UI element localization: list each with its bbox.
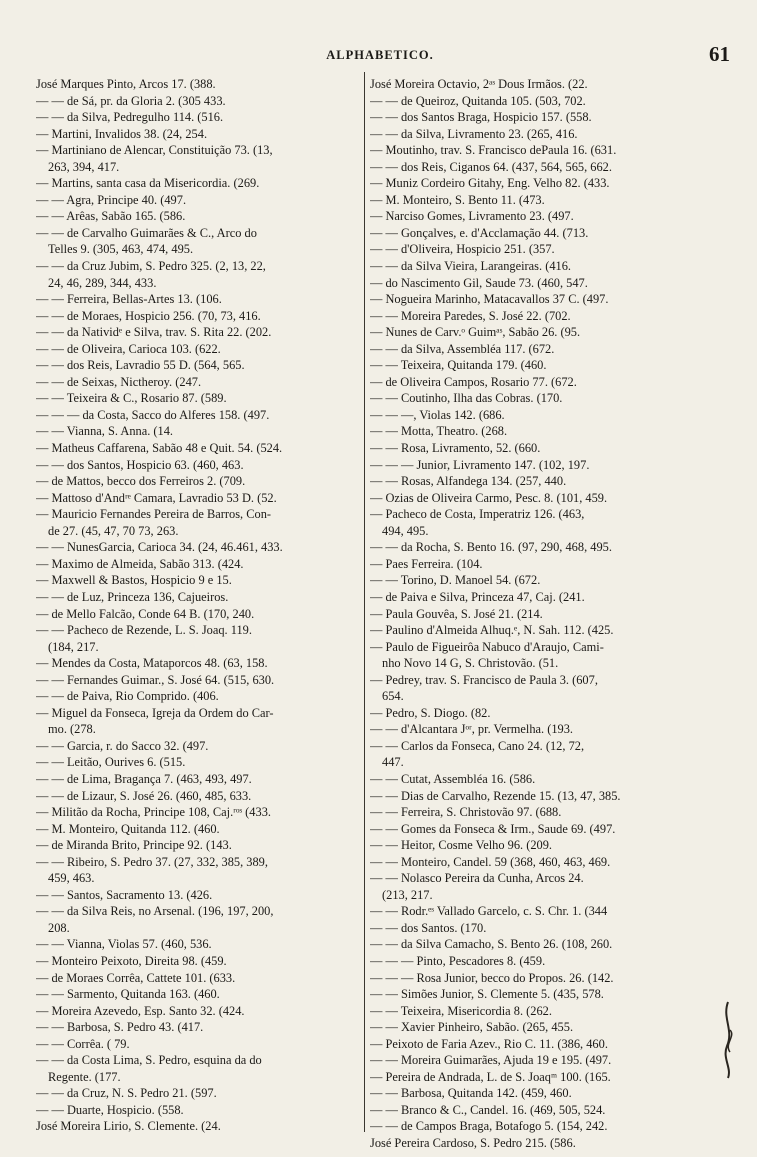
directory-entry: — — da Cruz Jubim, S. Pedro 325. (2, 13, 22, bbox=[36, 259, 266, 274]
directory-entry: — Pacheco de Costa, Imperatriz 126. (463, bbox=[370, 507, 585, 522]
directory-entry: — Mattoso d'Andʳᵉ Camara, Lavradio 53 D. (52. bbox=[36, 490, 277, 505]
directory-entry: — — — da Costa, Sacco do Alferes 158. (497. bbox=[36, 407, 270, 422]
directory-entry: — — Santos, Sacramento 13. (426. bbox=[36, 887, 213, 902]
directory-entry: — — Vianna, Violas 57. (460, 536. bbox=[36, 937, 212, 952]
entry-continuation: nho Novo 14 G, S. Christovão. (51. bbox=[382, 656, 559, 671]
directory-entry: — — — Rosa Junior, becco do Propos. 26. (142. bbox=[370, 970, 614, 985]
directory-entry: — — de Seixas, Nictheroy. (247. bbox=[36, 374, 202, 389]
entry-continuation: mo. (278. bbox=[48, 722, 96, 737]
directory-entry: José Moreira Octavio, 2ᵃˢ Dous Irmãos. (22. bbox=[370, 77, 588, 91]
directory-entry: — Mendes da Costa, Mataporcos 48. (63, 158. bbox=[36, 656, 268, 671]
directory-entry: — — Cutat, Assembléa 16. (586. bbox=[370, 771, 536, 786]
directory-entry: — — de Carvalho Guimarães & C., Arco do bbox=[36, 225, 257, 240]
entry-continuation: 459, 463. bbox=[48, 871, 95, 886]
directory-entry: — — de Campos Braga, Botafogo 5. (154, 242. bbox=[370, 1119, 608, 1134]
directory-entry: — — dos Santos Braga, Hospicio 157. (558. bbox=[370, 110, 592, 125]
entry-continuation: de 27. (45, 47, 70 73, 263. bbox=[48, 523, 179, 538]
directory-entry: — — de Lima, Bragança 7. (463, 493, 497. bbox=[36, 771, 252, 786]
directory-entry: — Peixoto de Faria Azev., Rio C. 11. (386, 460. bbox=[370, 1036, 608, 1051]
directory-entry: — Pedro, S. Diogo. (82. bbox=[370, 705, 491, 720]
directory-entry: — — Arêas, Sabão 165. (586. bbox=[36, 209, 186, 224]
directory-entry: — — da Silva Reis, no Arsenal. (196, 197, 200, bbox=[36, 904, 274, 919]
directory-entry: — — —, Violas 142. (686. bbox=[370, 407, 505, 422]
directory-entry: — — de Lizaur, S. José 26. (460, 485, 633. bbox=[36, 788, 252, 803]
directory-entry: — — Ribeiro, S. Pedro 37. (27, 332, 385, 389, bbox=[36, 854, 268, 869]
directory-entry: — de Paiva e Silva, Princeza 47, Caj. (241. bbox=[370, 589, 585, 604]
directory-entry: — — Teixeira, Misericordia 8. (262. bbox=[370, 1003, 552, 1018]
directory-entry: — Martins, santa casa da Misericordia. (269. bbox=[36, 176, 260, 191]
directory-entry: — Matheus Caffarena, Sabão 48 e Quit. 54. (524. bbox=[36, 441, 283, 456]
directory-entry: — — Rodr.ᵉˢ Vallado Garcelo, c. S. Chr. 1. (344 bbox=[370, 904, 608, 919]
directory-entry: — Ozias de Oliveira Carmo, Pesc. 8. (101, 459. bbox=[370, 490, 608, 505]
entry-continuation: 208. bbox=[48, 920, 70, 935]
directory-entry: — — Teixeira & C., Rosario 87. (589. bbox=[36, 391, 227, 406]
directory-entry: — — Coutinho, Ilha das Cobras. (170. bbox=[370, 391, 563, 406]
directory-entry: José Pereira Cardoso, S. Pedro 215. (586. bbox=[370, 1136, 576, 1150]
ink-mark-icon bbox=[718, 1000, 738, 1080]
running-title: ALPHABETICO. bbox=[326, 48, 434, 62]
directory-entry: — — Fernandes Guimar., S. José 64. (515, 630. bbox=[36, 672, 275, 687]
directory-entry: — — Garcia, r. do Sacco 32. (497. bbox=[36, 738, 209, 753]
directory-entry: — — Monteiro, Candel. 59 (368, 460, 463, 469. bbox=[370, 854, 611, 869]
directory-entry: — — Xavier Pinheiro, Sabão. (265, 455. bbox=[370, 1020, 574, 1035]
directory-entry: — Militão da Rocha, Principe 108, Caj.ʳᵒˢ (433. bbox=[36, 805, 271, 820]
directory-entry: — — Pacheco de Rezende, L. S. Joaq. 119. bbox=[36, 623, 252, 638]
directory-entry: — Maxwell & Bastos, Hospicio 9 e 15. bbox=[36, 573, 232, 588]
entry-continuation: 654. bbox=[382, 689, 404, 704]
entry-continuation: Regente. (177. bbox=[48, 1069, 121, 1084]
entry-continuation: (184, 217. bbox=[48, 639, 99, 654]
directory-entry: — — Nolasco Pereira da Cunha, Arcos 24. bbox=[370, 871, 584, 886]
directory-entry: — — Moreira Guimarães, Ajuda 19 e 195. (497. bbox=[370, 1053, 612, 1068]
directory-entry: — — da Silva, Assembléa 117. (672. bbox=[370, 341, 555, 356]
directory-entry: — — dos Reis, Lavradio 55 D. (564, 565. bbox=[36, 358, 245, 373]
directory-entry: — — dos Santos, Hospicio 63. (460, 463. bbox=[36, 457, 244, 472]
directory-entry: — — d'Alcantara Jᵒʳ, pr. Vermelha. (193. bbox=[370, 722, 574, 737]
directory-entry: — Paula Gouvêa, S. José 21. (214. bbox=[370, 606, 543, 621]
directory-entry: José Marques Pinto, Arcos 17. (388. bbox=[36, 77, 216, 91]
directory-entry: — — Motta, Theatro. (268. bbox=[370, 424, 508, 439]
directory-entry: — M. Monteiro, S. Bento 11. (473. bbox=[370, 192, 545, 207]
directory-entry: — — Barbosa, Quitanda 142. (459, 460. bbox=[370, 1086, 572, 1101]
entry-continuation: 494, 495. bbox=[382, 523, 429, 538]
directory-entry: — Miguel da Fonseca, Igreja da Ordem do Car- bbox=[36, 705, 274, 720]
entry-continuation: 24, 46, 289, 344, 433. bbox=[48, 275, 157, 290]
directory-entry: — — Duarte, Hospicio. (558. bbox=[36, 1102, 184, 1117]
directory-entry: — — Teixeira, Quitanda 179. (460. bbox=[370, 358, 547, 373]
directory-entry: — — Simões Junior, S. Clemente 5. (435, 578. bbox=[370, 987, 604, 1002]
directory-entry: — Paulo de Figueirôa Nabuco d'Araujo, Cami- bbox=[370, 639, 604, 654]
directory-entry: — — — Junior, Livramento 147. (102, 197. bbox=[370, 457, 590, 472]
directory-entry: — — de Moraes, Hospicio 256. (70, 73, 416. bbox=[36, 308, 261, 323]
entry-continuation: 447. bbox=[382, 755, 404, 770]
directory-entry: — Moutinho, trav. S. Francisco dePaula 16. (631. bbox=[370, 143, 617, 158]
directory-entry: — Nogueira Marinho, Matacavallos 37 C. (497. bbox=[370, 292, 609, 307]
directory-entry: — — da Silva Camacho, S. Bento 26. (108, 260. bbox=[370, 937, 613, 952]
entry-continuation: Telles 9. (305, 463, 474, 495. bbox=[48, 242, 194, 257]
directory-entry: — — da Costa Lima, S. Pedro, esquina da do bbox=[36, 1053, 262, 1068]
directory-entry: — — Corrêa. ( 79. bbox=[36, 1036, 130, 1051]
right-column bbox=[370, 76, 715, 1152]
directory-entry: — — de Paiva, Rio Comprido. (406. bbox=[36, 689, 219, 704]
column-divider bbox=[364, 72, 365, 1132]
directory-entry: — — da Cruz, N. S. Pedro 21. (597. bbox=[36, 1086, 217, 1101]
directory-entry: — Paes Ferreira. (104. bbox=[370, 556, 483, 571]
directory-entry: — — dos Reis, Ciganos 64. (437, 564, 565, 662. bbox=[370, 159, 612, 174]
directory-entry: — — Ferreira, S. Christovão 97. (688. bbox=[370, 805, 562, 820]
directory-entry: — — Dias de Carvalho, Rezende 15. (13, 47, 385. bbox=[370, 788, 621, 803]
directory-entry: — — Gomes da Fonseca & Irm., Saude 69. (497. bbox=[370, 821, 616, 836]
directory-entry: — do Nascimento Gil, Saude 73. (460, 547. bbox=[370, 275, 588, 290]
directory-entry: — Mauricio Fernandes Pereira de Barros, Con- bbox=[36, 507, 272, 522]
directory-entry: — Muniz Cordeiro Gitahy, Eng. Velho 82. (433. bbox=[370, 176, 610, 191]
directory-entry: — — de Queiroz, Quitanda 105. (503, 702. bbox=[370, 93, 586, 108]
directory-entry: — Pereira de Andrada, L. de S. Joaqᵐ 100. (165. bbox=[370, 1069, 611, 1084]
directory-entry: — — Moreira Paredes, S. José 22. (702. bbox=[370, 308, 571, 323]
directory-entry: — — Heitor, Cosme Velho 96. (209. bbox=[370, 838, 553, 853]
directory-entry: — — Vianna, S. Anna. (14. bbox=[36, 424, 174, 439]
directory-entry: — — de Oliveira, Carioca 103. (622. bbox=[36, 341, 221, 356]
directory-entry: — — da Natividᵉ e Silva, trav. S. Rita 22. (202. bbox=[36, 325, 272, 340]
directory-entry: — — Sarmento, Quitanda 163. (460. bbox=[36, 987, 220, 1002]
directory-entry: José Moreira Lirio, S. Clemente. (24. bbox=[36, 1119, 221, 1134]
directory-entry: — — Branco & C., Candel. 16. (469, 505, 524. bbox=[370, 1102, 606, 1117]
directory-entry: — Paulino d'Almeida Alhuq.ᵉ, N. Sah. 112. (425. bbox=[370, 623, 614, 638]
directory-entry: — Maximo de Almeida, Sabão 313. (424. bbox=[36, 556, 244, 571]
left-column bbox=[36, 76, 371, 1135]
directory-entry: — — de Luz, Princeza 136, Cajueiros. bbox=[36, 589, 229, 604]
directory-entry: — Nunes de Carv.ᵒ Guimᵃˢ, Sabão 26. (95. bbox=[370, 325, 581, 340]
directory-entry: — — d'Oliveira, Hospicio 251. (357. bbox=[370, 242, 555, 257]
directory-entry: — — NunesGarcia, Carioca 34. (24, 46.461, 433. bbox=[36, 540, 283, 555]
page-header bbox=[30, 42, 730, 68]
directory-entry: — Martiniano de Alencar, Constituição 73. (13, bbox=[36, 143, 273, 158]
directory-entry: — de Mello Falcão, Conde 64 B. (170, 240. bbox=[36, 606, 255, 621]
directory-entry: — Narciso Gomes, Livramento 23. (497. bbox=[370, 209, 574, 224]
directory-entry: — — Barbosa, S. Pedro 43. (417. bbox=[36, 1020, 204, 1035]
directory-entry: — — Gonçalves, e. d'Acclamação 44. (713. bbox=[370, 225, 589, 240]
directory-entry: — de Mattos, becco dos Ferreiros 2. (709. bbox=[36, 474, 246, 489]
directory-entry: — — de Sá, pr. da Gloria 2. (305 433. bbox=[36, 93, 226, 108]
directory-entry: — — Carlos da Fonseca, Cano 24. (12, 72, bbox=[370, 738, 585, 753]
directory-entry: — — da Silva, Livramento 23. (265, 416. bbox=[370, 126, 578, 141]
page-number: 61 bbox=[709, 42, 730, 66]
directory-entry: — — Torino, D. Manoel 54. (672. bbox=[370, 573, 541, 588]
directory-entry: — — Leitão, Ourives 6. (515. bbox=[36, 755, 186, 770]
directory-entry: — Pedrey, trav. S. Francisco de Paula 3. (607, bbox=[370, 672, 598, 687]
directory-entry: — — Agra, Principe 40. (497. bbox=[36, 192, 187, 207]
directory-entry: — — Rosas, Alfandega 134. (257, 440. bbox=[370, 474, 567, 489]
directory-entry: — — Ferreira, Bellas-Artes 13. (106. bbox=[36, 292, 222, 307]
directory-entry: — — — Pinto, Pescadores 8. (459. bbox=[370, 953, 546, 968]
directory-entry: — M. Monteiro, Quitanda 112. (460. bbox=[36, 821, 220, 836]
directory-entry: — — da Rocha, S. Bento 16. (97, 290, 468, 495. bbox=[370, 540, 612, 555]
directory-entry: — — Rosa, Livramento, 52. (660. bbox=[370, 441, 541, 456]
directory-entry: — — da Silva Vieira, Larangeiras. (416. bbox=[370, 259, 572, 274]
directory-entry: — de Oliveira Campos, Rosario 77. (672. bbox=[370, 374, 577, 389]
directory-entry: — — dos Santos. (170. bbox=[370, 920, 487, 935]
directory-entry: — de Moraes Corrêa, Cattete 101. (633. bbox=[36, 970, 236, 985]
directory-entry: — Martini, Invalidos 38. (24, 254. bbox=[36, 126, 208, 141]
directory-entry: — Monteiro Peixoto, Direita 98. (459. bbox=[36, 953, 227, 968]
entry-continuation: (213, 217. bbox=[382, 887, 433, 902]
entry-continuation: 263, 394, 417. bbox=[48, 159, 120, 174]
directory-entry: — de Miranda Brito, Principe 92. (143. bbox=[36, 838, 232, 853]
directory-entry: — — da Silva, Pedregulho 114. (516. bbox=[36, 110, 224, 125]
directory-entry: — Moreira Azevedo, Esp. Santo 32. (424. bbox=[36, 1003, 245, 1018]
